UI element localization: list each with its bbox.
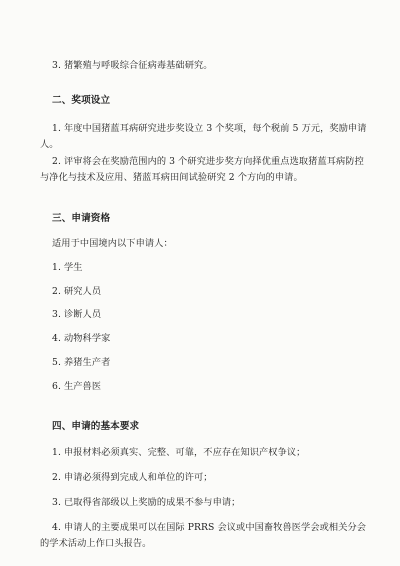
section-heading-awards: 二、奖项设立 [52, 95, 111, 106]
eligibility-intro: 适用于中国境内以下申请人： [52, 238, 173, 249]
award-item-2-line-1: 2. 评审将会在奖励范围内的 3 个研究进步奖方向择优重点选取猪蓝耳病防控 [52, 156, 364, 167]
eligibility-item: 6. 生产兽医 [52, 381, 102, 392]
section-heading-requirements: 四、申请的基本要求 [52, 421, 140, 432]
eligibility-item: 4. 动物科学家 [52, 333, 111, 344]
eligibility-item: 2. 研究人员 [52, 286, 102, 297]
eligibility-item: 3. 诊断人员 [52, 309, 102, 320]
award-item-1-line-1: 1. 年度中国猪蓝耳病研究进步奖设立 3 个奖项，每个税前 5 万元，奖励申请 [52, 123, 367, 134]
requirement-item-3: 3. 已取得省部级以上奖励的成果不参与申请； [52, 497, 241, 508]
section-heading-eligibility: 三、申请资格 [52, 213, 111, 224]
requirement-item-4-line-2: 的学术活动上作口头报告。 [40, 538, 152, 549]
eligibility-item: 5. 养猪生产者 [52, 357, 111, 368]
requirement-item-1: 1. 申报材料必须真实、完整、可靠，不应存在知识产权争议； [52, 447, 306, 458]
award-item-2-line-2: 与净化与技术及应用、猪蓝耳病田间试验研究 2 个方向的申请。 [40, 172, 303, 183]
requirement-item-4-line-1: 4. 申请人的主要成果可以在国际 PRRS 会议或中国畜牧兽医学会或相关分会 [52, 522, 367, 533]
award-item-1-line-2: 人。 [40, 139, 59, 150]
eligibility-item: 1. 学生 [52, 262, 83, 273]
requirement-item-2: 2. 申请必须得到完成人和单位的许可； [52, 472, 213, 483]
research-item-3: 3. 猪繁殖与呼吸综合征病毒基础研究。 [52, 60, 213, 71]
